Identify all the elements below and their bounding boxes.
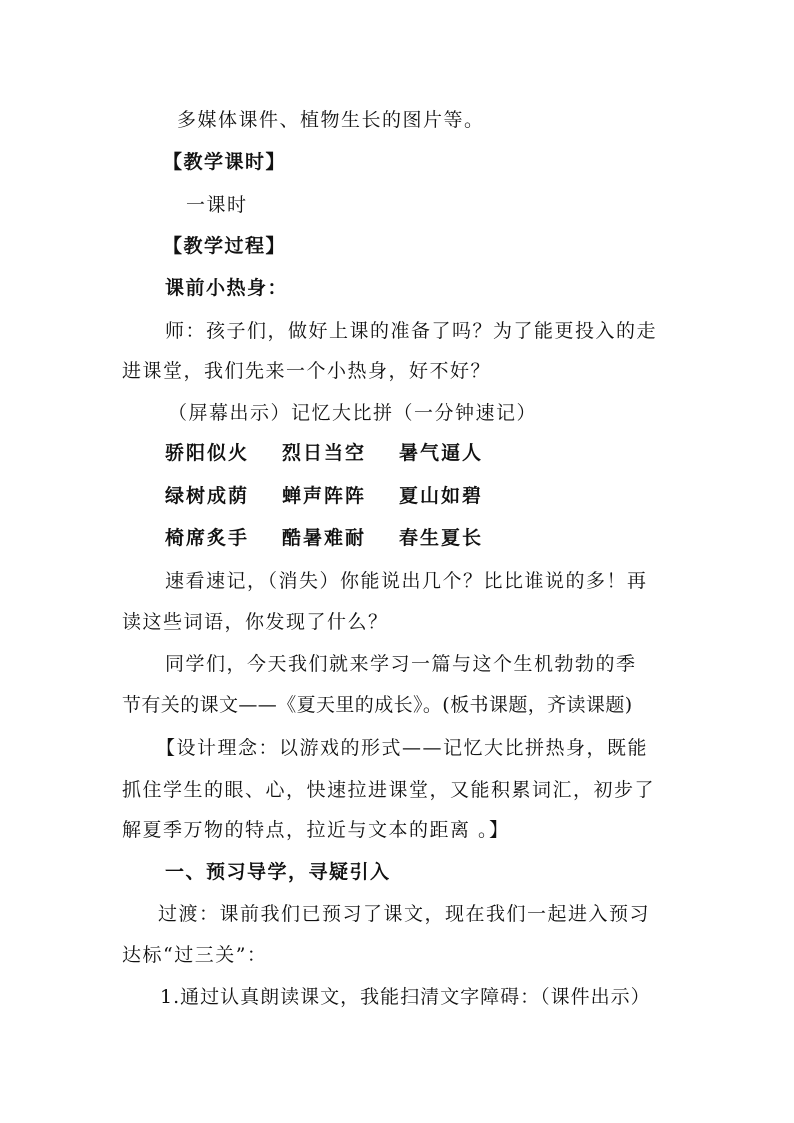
section-1-title: 一、预习导学，寻疑引入 [165, 861, 391, 883]
teacher-paragraph-line-2: 进课堂，我们先来一个小热身，好不好？ [122, 360, 492, 382]
teacher-paragraph-line-1: 师：孩子们，做好上课的准备了吗？为了能更投入的走 [165, 320, 658, 342]
materials-text: 多媒体课件、植物生长的图片等。 [177, 109, 485, 131]
design-concept-line-3: 解夏季万物的特点，拉近与文本的距离 。】 [122, 819, 510, 841]
transition-line-1: 过渡：课前我们已预习了课文，现在我们一起进入预习 [158, 903, 651, 925]
idiom: 酷暑难耐 [282, 527, 367, 549]
idiom: 蝉声阵阵 [282, 485, 367, 507]
idiom: 烈日当空 [282, 442, 367, 464]
idiom: 绿树成荫 [165, 485, 250, 507]
design-concept-line-2: 抓住学生的眼、心，快速拉进课堂，又能积累词汇，初步了 [122, 779, 656, 801]
idiom: 春生夏长 [399, 527, 484, 549]
design-concept-line-1: 【设计理念：以游戏的形式——记忆大比拼热身，既能 [156, 737, 649, 759]
item-1-text: 1.通过认真朗读课文，我能扫清文字障碍：（课件出示） [160, 986, 651, 1008]
heading-teaching-process: 【教学过程】 [163, 235, 287, 257]
transition-line-2: 达标“过三关”： [122, 944, 268, 966]
idiom: 夏山如碧 [399, 485, 484, 507]
students-paragraph-line-1: 同学们，今天我们就来学习一篇与这个生机勃勃的季 [165, 653, 637, 675]
idiom: 骄阳似火 [165, 442, 250, 464]
students-paragraph-line-2: 节有关的课文——《夏天里的成长》。(板书课题，齐读课题) [122, 694, 633, 716]
heading-teaching-period: 【教学课时】 [163, 151, 287, 173]
warmup-title: 课前小热身： [165, 277, 289, 299]
quick-memo-line-1: 速看速记，（消失）你能说出几个？比比谁说的多！再 [165, 570, 648, 592]
idiom: 暑气逼人 [399, 442, 484, 464]
idiom: 椅席炙手 [165, 527, 250, 549]
screen-note: （屏幕出示）记忆大比拼（一分钟速记） [168, 402, 538, 424]
teaching-period-value: 一课时 [186, 194, 248, 216]
quick-memo-line-2: 读这些词语，你发现了什么？ [122, 611, 389, 633]
